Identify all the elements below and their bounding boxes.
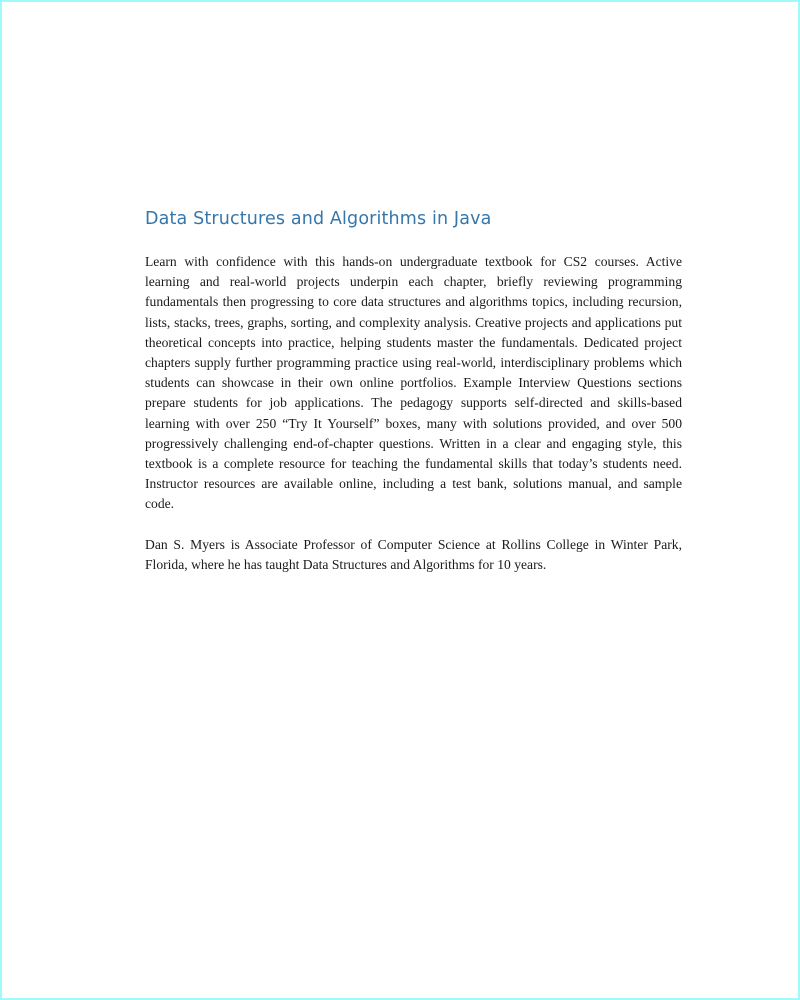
author-bio-paragraph: Dan S. Myers is Associate Professor of Computer Science at Rollins College in Winter Park, Florida, where he has taught Data Structures and Algorithms for 10 years. <box>145 536 682 572</box>
book-title: Data Structures and Algorithms in Java <box>145 209 492 229</box>
book-description-paragraph: Learn with confidence with this hands-on undergraduate textbook for CS2 courses. Active learning and real-world projects underpin each chapter, briefly reviewing programming fundamentals then progressing to core data structures and algorithms topics, including recursion, lists, stacks, trees, graphs, sorting, and complexity analysis. Creative projects and applications put theoretical concepts into practice, helping students master the fundamentals. Dedicated project chapters supply further programming practice using real-world, interdisciplinary problems which students can showcase in their own online portfolios. Example Interview Questions sections prepare students for job applications. The pedagogy supports self-directed and skills-based learning with over 250 “Try It Yourself” boxes, many with solutions provided, and over 500 progressively challenging end-of-chapter questions. Written in a clear and engaging style, this textbook is a complete resource for teaching the fundamental skills that today’s students need. Instructor resources are available online, including a test bank, solutions manual, and sample code. <box>145 254 682 512</box>
cover-text-block <box>145 207 682 575</box>
